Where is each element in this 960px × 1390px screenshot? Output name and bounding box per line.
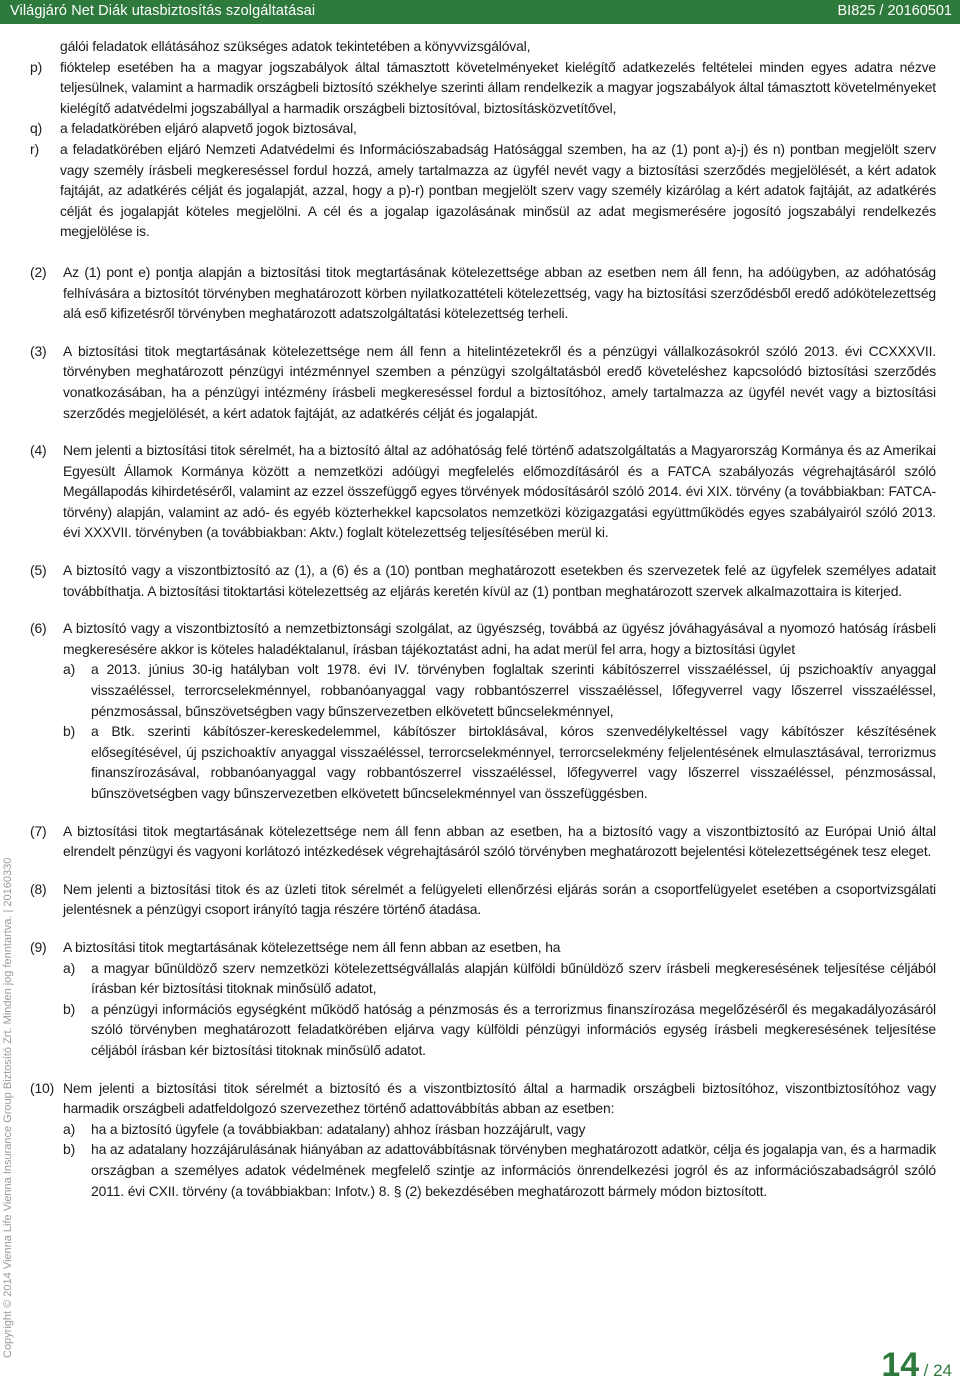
list-item-text: gálói feladatok ellátásához szükséges adatok tekintetében a könyvvizsgálóval, xyxy=(60,38,531,54)
paragraph-number: (7) xyxy=(30,822,47,839)
paragraph-number: (6) xyxy=(30,620,47,637)
paragraph-4 xyxy=(30,440,936,543)
list-item-text: fióktelep esetében ha a magyar jogszabályok által támasztott követelményeket kielégítő adatkezelés feltételei minden egyes adatra nézve teljesülnek, valamint a harmadik országbeli biztosító székhelye szerinti állam rendelkezik a magyar jogszabályok által támasztott követelményeket kielégítő adatvédelmi jogszabállyal a harmadik országbeli biztosítóval, biztosításközvetítővel, xyxy=(60,58,936,116)
header-bar xyxy=(0,0,960,24)
list-item xyxy=(63,721,936,803)
paragraph-text: Nem jelenti a biztosítási titok sérelmét, ha a biztosító által az adóhatóság felé történő adatszolgáltatás a Magyarország Kormánya és az Amerikai Egyesült Államok Kormánya között a nemzetközi adóügyi megfelelés előmozdításáról és a FATCA szabályozás végrehajtásáról szóló Megállapodás kihirdetéséről, valamint az ezzel összefüggő egyes törvények módosításáról szóló 2014. évi XIX. törvény (a továbbiakban: FATCA-törvény) alapján, valamint az adó- és egyéb közterhekkel kapcsolatos nemzetközi közigazgatási együttműködés egyes szabályairól szóló 2013. évi XXXVII. törvényben (a továbbiakban: Aktv.) foglalt kötelezettség teljesítésében merül ki. xyxy=(63,442,936,541)
paragraph-text: Az (1) pont e) pontja alapján a biztosítási titok megtartásának kötelezettsége abban az esetben nem áll fenn, ha adóügyben, az adóhatóság felhívására a biztosítót törvényben meghatározott körben nyilatkozattételi kötelezettség, vagy ha biztosítási szerződésből eredő adókötelezettség alá eső kifizetésről törvényben meghatározott adatszolgáltatási kötelezettség terheli. xyxy=(63,263,936,322)
list-item-label: b) xyxy=(63,1141,76,1158)
paragraph-2 xyxy=(30,262,936,324)
list-item-continuation xyxy=(30,36,936,57)
list-item-label: q) xyxy=(30,120,43,137)
paragraph-number: (10) xyxy=(30,1079,55,1096)
document-title: Világjáró Net Diák utasbiztosítás szolgáltatásai xyxy=(10,3,316,19)
list-item-text: a pénzügyi információs egységként működő hatóság a pénzmosás és a terrorizmus finanszírozása megelőzéséről és megakadályozásáról szóló törvényben meghatározott feladatkörében eljárva vagy külföldi pénzügyi információs egység írásbeli megkeresésének teljesítése céljából írásban kér biztosítási titoknak minősülő adatot. xyxy=(91,1000,936,1058)
paragraph-number: (8) xyxy=(30,880,47,897)
list-item xyxy=(63,1119,936,1140)
list-item-text: a Btk. szerinti kábítószer-kereskedelemmel, kábítószer birtoklásával, kóros szenvedélykeltéssel vagy kábítószer készítésének elősegítésével, új pszichoaktív anyaggal visszaéléssel, terrorcselekménnyel, terrorcselekmény feljelentésének elmulasztásával, terrorizmus finanszírozásával, robbanóanyaggal vagy robbantószerrel visszaéléssel, lőfegyverrel vagy lőszerrel visszaéléssel, pénzmosással, bűnszövetségben vagy bűnszervezetben elkövetett bűncselekménnyel van összefüggésben. xyxy=(91,723,936,801)
list-item-text: a magyar bűnüldöző szerv nemzetközi kötelezettségvállalás alapján külföldi bűnüldöző szerv írásbeli megkeresésének teljesítése céljából írásban kér biztosítási titoknak minősülő adatot, xyxy=(91,959,936,997)
paragraph-text: A biztosító vagy a viszontbiztosító a nemzetbiztonsági szolgálat, az ügyészség, továbbá az ügyész jóváhagyásával a nyomozó hatóság írásbeli megkeresésére akkor is köteles haladéktalanul, írásban tájékoztatást adni, ha adat merül fel arra, hogy a biztosítási ügylet xyxy=(63,620,936,657)
list-item-text: a feladatkörében eljáró Nemzeti Adatvédelmi és Információszabadság Hatósággal szemben, ha az (1) pont a)-j) és n) pontban megjelölt szerv vagy személy írásbeli megkereséssel fordul hozzá, amely tartalmazza az ügyfél nevét vagy a biztosítási szerződés megjelölését, a kért adatok fajtáját, az adatkérés célját és jogalapját, azzal, hogy a p)-r) pontban megjelölt szerv vagy személy kizárólag a kért adatok fajtáját, az adatkérés célját és jogalapját köteles megjelölni. A cél és a jogalap igazolásának minősül az adat megismerésére jogosító jogszabályi rendelkezés megjelölése is. xyxy=(60,140,936,240)
list-item-label: a) xyxy=(63,1120,76,1137)
list-item-label: a) xyxy=(63,959,76,976)
paragraph-text: A biztosítási titok megtartásának kötelezettsége nem áll fenn abban az esetben, ha xyxy=(63,938,561,955)
paragraph-text: Nem jelenti a biztosítási titok sérelmét a biztosító és a viszontbiztosító által a harmadik országbeli biztosítóhoz, viszontbiztosítóhoz vagy harmadik országbeli adatfeldolgozó szervezethez történő adattovábbítás abban az esetben: xyxy=(63,1079,936,1117)
list-item-label: b) xyxy=(63,1000,76,1017)
document-body xyxy=(30,36,936,1201)
paragraph-number: (5) xyxy=(30,562,47,579)
page-current: 14 xyxy=(881,1346,920,1384)
list-item-r xyxy=(30,139,936,242)
list-item-text: ha a biztosító ügyfele (a továbbiakban: adatalany) ahhoz írásban hozzájárult, vagy xyxy=(91,1120,586,1137)
paragraph-number: (2) xyxy=(30,263,47,280)
list-item xyxy=(63,999,936,1061)
document-code: BI825 / 20160501 xyxy=(837,3,952,19)
list-item-text: ha az adatalany hozzájárulásának hiányában az adattovábbításnak törvényben meghatározott adatkör, célja és jogalapja van, és a harmadik országban a személyes adatok védelmének megfelelő szintje az információs önrendelkezési jogról és az információszabadságról szóló 2011. évi CXII. törvény (a továbbiakban: Infotv.) 8. § (2) bekezdésében meghatározott bármely módon biztosított. xyxy=(91,1141,936,1199)
paragraph-text: A biztosító vagy a viszontbiztosító az (1), a (6) és a (10) pontban meghatározott esetekben és szervezetek felé az ügyfelek személyes adatait továbbíthatja. A biztosítási titoktartási kötelezettség az eljárás keretén kívül az (1) pontban meghatározott szervek alkalmazottaira is kiterjed. xyxy=(63,562,936,599)
paragraph-10 xyxy=(30,1078,936,1202)
paragraph-5 xyxy=(30,560,936,601)
list-item-text: a feladatkörében eljáró alapvető jogok biztosával, xyxy=(60,120,357,137)
paragraph-8 xyxy=(30,879,936,920)
paragraph-6 xyxy=(30,618,936,803)
list-item xyxy=(63,1139,936,1201)
list-item-label: p) xyxy=(30,58,43,75)
list-item-text: a 2013. június 30-ig hatályban volt 1978. évi IV. törvényben foglaltak szerinti kábítószerrel visszaéléssel, új pszichoaktív anyaggal visszaéléssel, terrorcselekménnyel, robbanóanyaggal vagy robbantószerrel visszaéléssel, lőfegyverrel vagy lőszerrel visszaéléssel, pénzmosással, bűnszövetségben vagy bűnszervezetben elkövetett bűncselekménnyel, xyxy=(91,661,936,719)
list-item-label: b) xyxy=(63,723,76,740)
paragraph-number: (9) xyxy=(30,938,47,955)
page-number xyxy=(881,1346,952,1385)
page-total: / 24 xyxy=(923,1361,952,1380)
list-item xyxy=(63,958,936,999)
side-copyright: Copyright © 2014 Vienna Life Vienna Insurance Group Biztosító Zrt. Minden jog fenntartva. | 20160330 xyxy=(2,857,14,1358)
paragraph-9 xyxy=(30,937,936,1061)
list-item xyxy=(63,659,936,721)
list-item-q xyxy=(30,118,936,139)
list-item-label: r) xyxy=(30,140,39,157)
list-item-p xyxy=(30,57,936,119)
paragraph-3 xyxy=(30,341,936,423)
list-item-label: a) xyxy=(63,661,76,678)
paragraph-text: Nem jelenti a biztosítási titok és az üzleti titok sérelmét a felügyeleti ellenőrzési eljárás során a csoportfelügyelet esetében a csoportvizsgálati jelentésnek a pénzügyi csoport irányító tagja részére történő átadása. xyxy=(63,880,936,918)
paragraph-number: (4) xyxy=(30,442,47,459)
paragraph-text: A biztosítási titok megtartásának kötelezettsége nem áll fenn a hitelintézetekről és a pénzügyi vállalkozásokról szóló 2013. évi CCXXXVII. törvényben meghatározott pénzügyi intézménnyel szemben a pénzügyi szolgáltatásból eredő követeléshez kapcsolódó biztosítási szerződés vonatkozásában, ha a pénzügyi intézmény írásbeli megkereséssel fordul a biztosítóhoz, amely tartalmazza az ügyfél nevét vagy a biztosítási szerződés megjelölését, a kért adatok fajtáját, az adatkérés célját és jogalapját. xyxy=(63,342,936,421)
paragraph-number: (3) xyxy=(30,342,47,359)
paragraph-7 xyxy=(30,821,936,862)
paragraph-text: A biztosítási titok megtartásának kötelezettsége nem áll fenn abban az esetben, ha a biztosító vagy a viszontbiztosító az Európai Unió által elrendelt pénzügyi és vagyoni korlátozó intézkedések végrehajtásáról szóló törvényben meghatározott bejelentési kötelezettségének tesz eleget. xyxy=(63,822,936,860)
